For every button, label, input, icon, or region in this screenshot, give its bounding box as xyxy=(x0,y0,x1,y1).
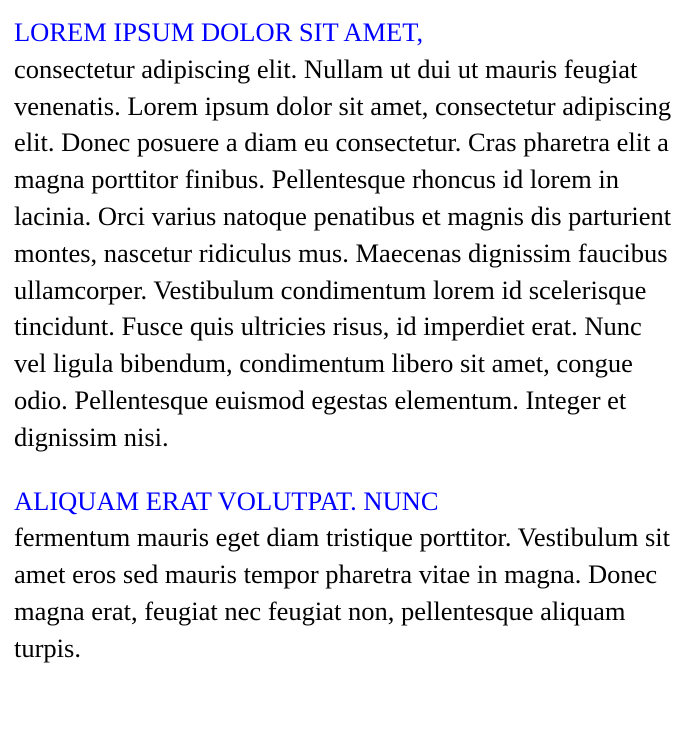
paragraph-lead-text: LOREM IPSUM DOLOR SIT AMET, xyxy=(14,17,424,47)
paragraph-2 xyxy=(14,483,672,667)
paragraph-body-text: fermentum mauris eget diam tristique porttitor. Vestibulum sit amet eros sed mauris tempor pharetra vitae in magna. Donec magna erat, feugiat nec feugiat non, pellentesque aliquam turpis. xyxy=(14,522,671,663)
paragraph-1 xyxy=(14,14,672,456)
paragraph-body-text: consectetur adipiscing elit. Nullam ut dui ut mauris feugiat venenatis. Lorem ipsum dolor sit amet, consectetur adipiscing elit. Donec posuere a diam eu consectetur. Cras pharetra elit a magna porttitor finibus. Pellentesque rhoncus id lorem in lacinia. Orci varius natoque penatibus et magnis dis parturient montes, nascetur ridiculus mus. Maecenas dignissim faucibus ullamcorper. Vestibulum condimentum lorem id scelerisque tincidunt. Fusce quis ultricies risus, id imperdiet erat. Nunc vel ligula bibendum, condimentum libero sit amet, congue odio. Pellentesque euismod egestas elementum. Integer et dignissim nisi. xyxy=(14,53,672,452)
paragraph-lead-text: ALIQUAM ERAT VOLUTPAT. NUNC xyxy=(14,485,439,516)
